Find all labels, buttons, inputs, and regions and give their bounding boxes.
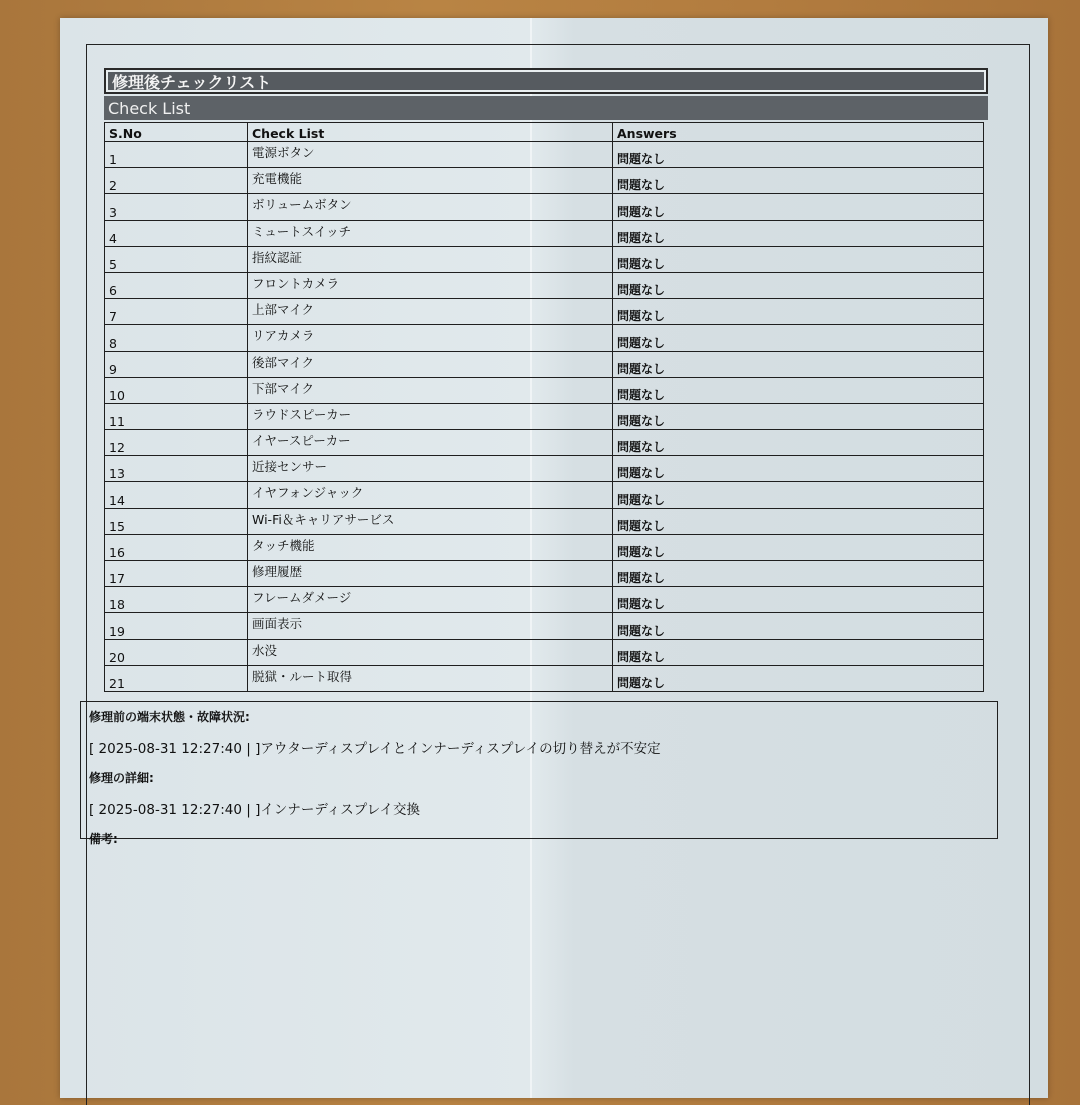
row-answer: 問題なし: [613, 272, 984, 298]
row-number: 13: [105, 456, 248, 482]
table-row: [105, 272, 984, 298]
table-row: [105, 430, 984, 456]
header-checklist: Check List: [248, 123, 613, 142]
row-number: 19: [105, 613, 248, 639]
pre-repair-value: [ 2025-08-31 12:27:40 | ]アウターディスプレイとインナーディスプレイの切り替えが不安定: [89, 741, 661, 757]
row-number: 14: [105, 482, 248, 508]
pre-repair-label: 修理前の端末状態・故障状況:: [89, 710, 250, 724]
row-check-item: イヤフォンジャック: [248, 482, 613, 508]
row-number: 3: [105, 194, 248, 220]
table-row: [105, 299, 984, 325]
repair-detail-value: [ 2025-08-31 12:27:40 | ]インナーディスプレイ交換: [89, 802, 421, 818]
row-answer: 問題なし: [613, 299, 984, 325]
table-row: [105, 456, 984, 482]
row-answer: 問題なし: [613, 403, 984, 429]
row-number: 8: [105, 325, 248, 351]
row-answer: 問題なし: [613, 534, 984, 560]
table-row: [105, 351, 984, 377]
header-answers: Answers: [613, 123, 984, 142]
table-row: [105, 639, 984, 665]
table-row: [105, 561, 984, 587]
title-japanese: 修理後チェックリスト: [104, 68, 988, 94]
row-answer: 問題なし: [613, 482, 984, 508]
row-answer: 問題なし: [613, 351, 984, 377]
row-answer: 問題なし: [613, 639, 984, 665]
row-check-item: 充電機能: [248, 168, 613, 194]
table-row: [105, 194, 984, 220]
row-answer: 問題なし: [613, 194, 984, 220]
table-row: [105, 220, 984, 246]
row-answer: 問題なし: [613, 587, 984, 613]
repair-detail-label: 修理の詳細:: [89, 771, 154, 785]
title-english: Check List: [104, 96, 988, 120]
table-row: [105, 508, 984, 534]
row-check-item: Wi-Fi＆キャリアサービス: [248, 508, 613, 534]
table-row: [105, 482, 984, 508]
row-number: 1: [105, 142, 248, 168]
row-check-item: 電源ボタン: [248, 142, 613, 168]
row-answer: 問題なし: [613, 613, 984, 639]
row-number: 16: [105, 534, 248, 560]
table-row: [105, 587, 984, 613]
row-check-item: 指紋認証: [248, 246, 613, 272]
table-row: [105, 403, 984, 429]
row-check-item: 後部マイク: [248, 351, 613, 377]
row-check-item: 下部マイク: [248, 377, 613, 403]
row-answer: 問題なし: [613, 246, 984, 272]
paper-sheet: [60, 18, 1048, 1098]
table-row: [105, 665, 984, 691]
table-row: [105, 534, 984, 560]
row-check-item: 水没: [248, 639, 613, 665]
row-check-item: ラウドスピーカー: [248, 403, 613, 429]
row-answer: 問題なし: [613, 220, 984, 246]
notes-box: [80, 701, 998, 846]
row-check-item: 画面表示: [248, 613, 613, 639]
row-answer: 問題なし: [613, 377, 984, 403]
row-check-item: 近接センサー: [248, 456, 613, 482]
row-answer: 問題なし: [613, 142, 984, 168]
table-row: [105, 613, 984, 639]
row-number: 11: [105, 403, 248, 429]
row-number: 17: [105, 561, 248, 587]
row-number: 20: [105, 639, 248, 665]
row-number: 15: [105, 508, 248, 534]
row-answer: 問題なし: [613, 665, 984, 691]
table-row: [105, 377, 984, 403]
checklist-table: [104, 122, 984, 692]
row-answer: 問題なし: [613, 325, 984, 351]
row-number: 4: [105, 220, 248, 246]
row-answer: 問題なし: [613, 508, 984, 534]
row-answer: 問題なし: [613, 430, 984, 456]
row-check-item: タッチ機能: [248, 534, 613, 560]
row-check-item: 修理履歴: [248, 561, 613, 587]
row-check-item: フロントカメラ: [248, 272, 613, 298]
row-answer: 問題なし: [613, 561, 984, 587]
row-number: 10: [105, 377, 248, 403]
row-answer: 問題なし: [613, 456, 984, 482]
row-check-item: イヤースピーカー: [248, 430, 613, 456]
row-check-item: ボリュームボタン: [248, 194, 613, 220]
row-number: 5: [105, 246, 248, 272]
table-row: [105, 142, 984, 168]
row-number: 9: [105, 351, 248, 377]
row-number: 12: [105, 430, 248, 456]
row-check-item: ミュートスイッチ: [248, 220, 613, 246]
row-check-item: 上部マイク: [248, 299, 613, 325]
table-row: [105, 246, 984, 272]
row-number: 7: [105, 299, 248, 325]
row-check-item: フレームダメージ: [248, 587, 613, 613]
row-check-item: 脱獄・ルート取得: [248, 665, 613, 691]
table-row: [105, 325, 984, 351]
row-answer: 問題なし: [613, 168, 984, 194]
row-check-item: リアカメラ: [248, 325, 613, 351]
row-number: 2: [105, 168, 248, 194]
remarks-label: 備考:: [89, 832, 118, 846]
row-number: 21: [105, 665, 248, 691]
row-number: 6: [105, 272, 248, 298]
header-sno: S.No: [105, 123, 248, 142]
row-number: 18: [105, 587, 248, 613]
table-row: [105, 168, 984, 194]
table-header-row: [105, 123, 984, 142]
